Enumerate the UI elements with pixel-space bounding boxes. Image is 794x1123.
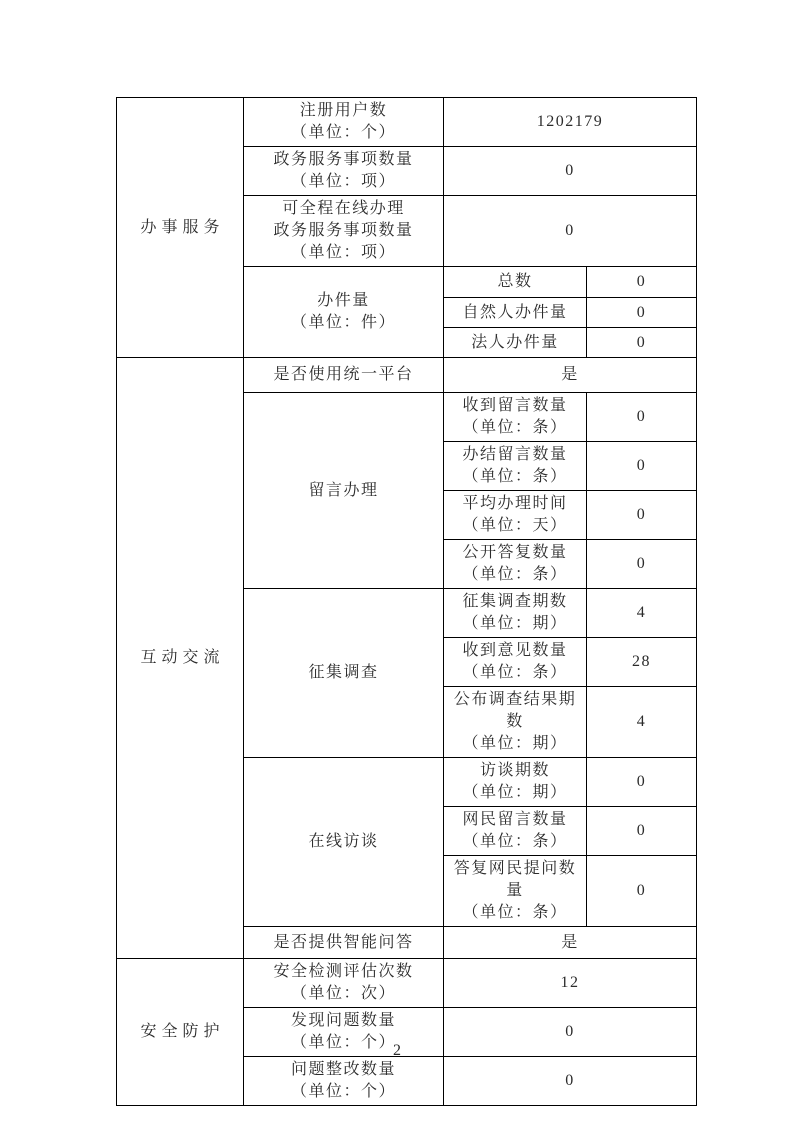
category-label: 互动交流 <box>140 649 225 666</box>
subitem-cell <box>444 687 587 758</box>
item-cell-service-items <box>244 147 444 196</box>
value-cell: 是 <box>444 358 697 393</box>
item-label: 问题整改数量 <box>290 1061 396 1078</box>
value-cell: 0 <box>444 1057 697 1106</box>
item-label: 安全检测评估次数 <box>273 963 414 980</box>
subitem-unit: （单位：条） <box>462 833 568 850</box>
item-label: 办件量 <box>317 292 370 309</box>
value-cell: 12 <box>444 959 697 1008</box>
subitem-cell <box>444 491 587 540</box>
subitem-unit: （单位：条） <box>462 566 568 583</box>
value-cell: 4 <box>587 589 697 638</box>
item-cell-registered-users <box>244 98 444 147</box>
value-cell: 4 <box>587 687 697 758</box>
value-cell: 0 <box>587 758 697 807</box>
subitem-cell <box>444 856 587 927</box>
category-label: 安全防护 <box>140 1023 225 1040</box>
item-cell-message-handling: 留言办理 <box>244 393 444 589</box>
table-row <box>117 959 697 1008</box>
item-unit: （单位：个） <box>290 124 396 141</box>
subitem-label: 平均办理时间 <box>462 495 568 512</box>
table-row <box>117 358 697 393</box>
item-unit: （单位：个） <box>290 1034 396 1051</box>
subitem-unit: （单位：期） <box>462 784 568 801</box>
subitem-cell <box>444 589 587 638</box>
subitem-cell <box>444 758 587 807</box>
item-unit: （单位：项） <box>290 244 396 261</box>
value-cell: 1202179 <box>444 98 697 147</box>
value-cell: 28 <box>587 638 697 687</box>
item-cell-case-volume <box>244 267 444 358</box>
table-row <box>117 98 697 147</box>
value-cell: 0 <box>444 1008 697 1057</box>
subitem-unit: （单位：条） <box>462 468 568 485</box>
annual-report-table <box>116 97 697 1106</box>
subitem-unit: （单位：条） <box>462 664 568 681</box>
item-label: 注册用户数 <box>299 102 388 119</box>
subitem-cell <box>444 807 587 856</box>
item-label: 政务服务事项数量 <box>273 151 414 168</box>
subitem-cell <box>444 393 587 442</box>
subitem-unit: （单位：条） <box>462 419 568 436</box>
item-unit: （单位：项） <box>290 173 396 190</box>
item-unit: （单位：个） <box>290 1083 396 1100</box>
subitem-label: 答复网民提问数量 <box>453 860 577 899</box>
item-cell-surveys: 征集调查 <box>244 589 444 758</box>
subitem-cell: 法人办件量 <box>444 328 587 358</box>
subitem-label: 网民留言数量 <box>462 811 568 828</box>
category-cell-service <box>117 98 244 358</box>
value-cell: 0 <box>587 393 697 442</box>
subitem-cell <box>444 638 587 687</box>
category-label: 办事服务 <box>140 218 225 236</box>
item-cell-security-checks <box>244 959 444 1008</box>
value-cell: 0 <box>587 267 697 298</box>
value-cell: 0 <box>444 196 697 267</box>
item-cell-smart-qa: 是否提供智能问答 <box>244 927 444 959</box>
subitem-cell <box>444 540 587 589</box>
value-cell: 0 <box>587 491 697 540</box>
subitem-label: 访谈期数 <box>479 762 550 779</box>
subitem-label: 办结留言数量 <box>462 446 568 463</box>
category-cell-interaction <box>117 358 244 959</box>
subitem-label: 公开答复数量 <box>462 544 568 561</box>
subitem-label: 收到留言数量 <box>462 397 568 414</box>
subitem-cell: 总数 <box>444 267 587 298</box>
value-cell: 0 <box>587 328 697 358</box>
subitem-cell: 自然人办件量 <box>444 298 587 328</box>
subitem-unit: （单位：期） <box>462 735 568 752</box>
item-cell-problems-fixed <box>244 1057 444 1106</box>
subitem-unit: （单位：条） <box>462 904 568 921</box>
item-label: 可全程在线办理 <box>282 200 405 217</box>
item-unit: （单位：次） <box>290 985 396 1002</box>
item-label: 发现问题数量 <box>290 1012 396 1029</box>
subitem-label: 征集调查期数 <box>462 593 568 610</box>
subitem-label: 收到意见数量 <box>462 642 568 659</box>
subitem-unit: （单位：天） <box>462 517 568 534</box>
subitem-label: 公布调查结果期数 <box>453 691 577 730</box>
value-cell: 0 <box>587 298 697 328</box>
item-cell-interviews: 在线访谈 <box>244 758 444 927</box>
item-label-line2: 政务服务事项数量 <box>273 222 414 239</box>
value-cell: 0 <box>587 540 697 589</box>
category-cell-security <box>117 959 244 1106</box>
value-cell: 0 <box>587 856 697 927</box>
subitem-unit: （单位：期） <box>462 615 568 632</box>
item-cell-unified-platform: 是否使用统一平台 <box>244 358 444 393</box>
subitem-cell <box>444 442 587 491</box>
value-cell: 是 <box>444 927 697 959</box>
value-cell: 0 <box>587 807 697 856</box>
item-unit: （单位：件） <box>290 314 396 331</box>
page-number: 2 <box>393 1042 401 1059</box>
item-cell-online-service-items <box>244 196 444 267</box>
value-cell: 0 <box>444 147 697 196</box>
value-cell: 0 <box>587 442 697 491</box>
